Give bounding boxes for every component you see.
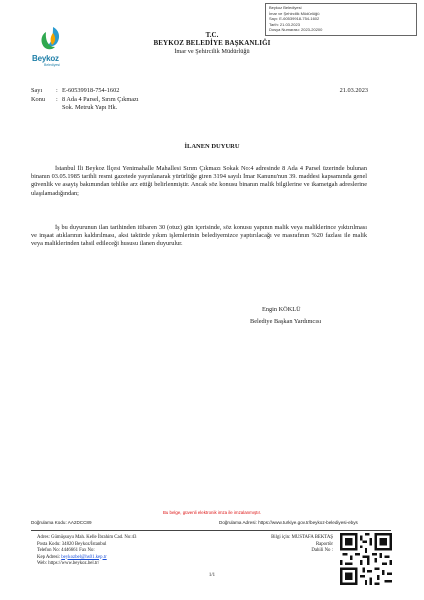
- signatory-title: Belediye Başkan Yardımcısı: [250, 318, 322, 325]
- document-date: 21.03.2023: [339, 87, 368, 94]
- stamp-line: Beykoz Belediyesi: [269, 5, 302, 10]
- kep-label: Kep Adresi:: [37, 554, 62, 560]
- meta-konu-row: [31, 96, 139, 104]
- logo-subtitle: Belediyesi: [44, 63, 60, 67]
- konu-value: 8 Ada 4 Parsel, Sırım Çıkmazı: [62, 96, 139, 103]
- body-paragraph-1: İstanbul İli Beykoz İlçesi Yenimahalle Mahallesi Sırım Çıkmazı Sokak No:4 adresinde 8 Ada 4 Parsel üzerinde bulunan binanın 03.05.1985 tarihli resmi gazetede yayınlanarak yürürlüğe giren 3194 sayılı İmar Kanunu'nun 39. maddesi kapsamında genel güvenlik ve asayiş bakımından tehlike arz ettiği belirlenmiştir. Ancak söz konusu binanın malik bilgilerine ve ikametgah adreslerine ulaşılamadığından;: [31, 165, 367, 197]
- footer-contact: [37, 535, 136, 568]
- footer-divider: [31, 530, 391, 531]
- header-tc: T.C.: [205, 31, 219, 39]
- konu-label: Konu: [31, 96, 45, 103]
- body-paragraph-2: İş bu duyurunun ilan tarihinden itibaren 30 (otuz) gün içerisinde, söz konusu yapının malik veya maliklerince yıktırılması ve inşaat atıklarının kaldırılması, aksi taktirde yıkım işlemlerinin belediyemizce yaptırılacağı ve masrafının %20 fazlası ile malik veya maliklerinden tahsil edileceği hususu ilanen duyurulur.: [31, 224, 367, 248]
- info-person: Bilgi için: MUSTAFA BEKTAŞ: [271, 535, 333, 540]
- logo-name: Beykoz: [32, 54, 59, 63]
- konu-colon: :: [56, 96, 58, 103]
- stamp-line: Dosya Numarası: 2023-20200: [269, 27, 323, 33]
- footer-web: Web: https://www.beykoz.bel.tr/: [37, 561, 100, 566]
- info-role: Raportör: [315, 541, 333, 547]
- stamp-line: Tarih: 21.03.2023: [269, 21, 300, 27]
- signatory-name: Engin KÖKLÜ: [262, 306, 301, 313]
- kep-link[interactable]: beykozbel@hs01.kep.tr: [61, 554, 107, 560]
- header-department: İmar ve Şehircilik Müdürlüğü: [174, 48, 250, 55]
- document-title: İLANEN DUYURU: [184, 143, 240, 150]
- verification-address: Doğrulama Adresi: https://www.turkiye.gov.tr/beykoz-belediyesi-ebys: [219, 520, 358, 525]
- sayi-label: Sayı: [31, 87, 43, 94]
- meta-sayi-row: [31, 87, 119, 95]
- footer-info: [268, 535, 333, 555]
- header-municipality: BEYKOZ BELEDİYE BAŞKANLIĞI: [153, 39, 271, 47]
- verification-code: Doğrulama Kodu: AA2DCC89: [31, 520, 92, 525]
- footer-phone: Telefon No: 4446661 Fax No:: [37, 548, 95, 553]
- info-ext: Dahili No :: [311, 548, 333, 553]
- footer-address: Adres: Gümüşsuyu Mah. Kelle İbrahim Cad. No:43: [37, 535, 137, 540]
- konu-value-line2: Sok. Metruk Yapı Hk.: [62, 104, 118, 111]
- footer-postal: Posta Kodu: 34820 Beykoz/İstanbul: [37, 541, 107, 547]
- page-number: 1/1: [208, 573, 216, 578]
- stamp-line: Sayı: E-60539918-754-1602: [269, 16, 320, 22]
- sayi-value: E-60539918-754-1602: [62, 87, 120, 94]
- stamp-line: İmar ve Şehircilik Müdürlüğü: [269, 10, 320, 16]
- e-signature-notice: Bu belge, güvenli elektronik imza ile imzalanmıştır.: [162, 510, 262, 515]
- sayi-colon: :: [56, 87, 58, 94]
